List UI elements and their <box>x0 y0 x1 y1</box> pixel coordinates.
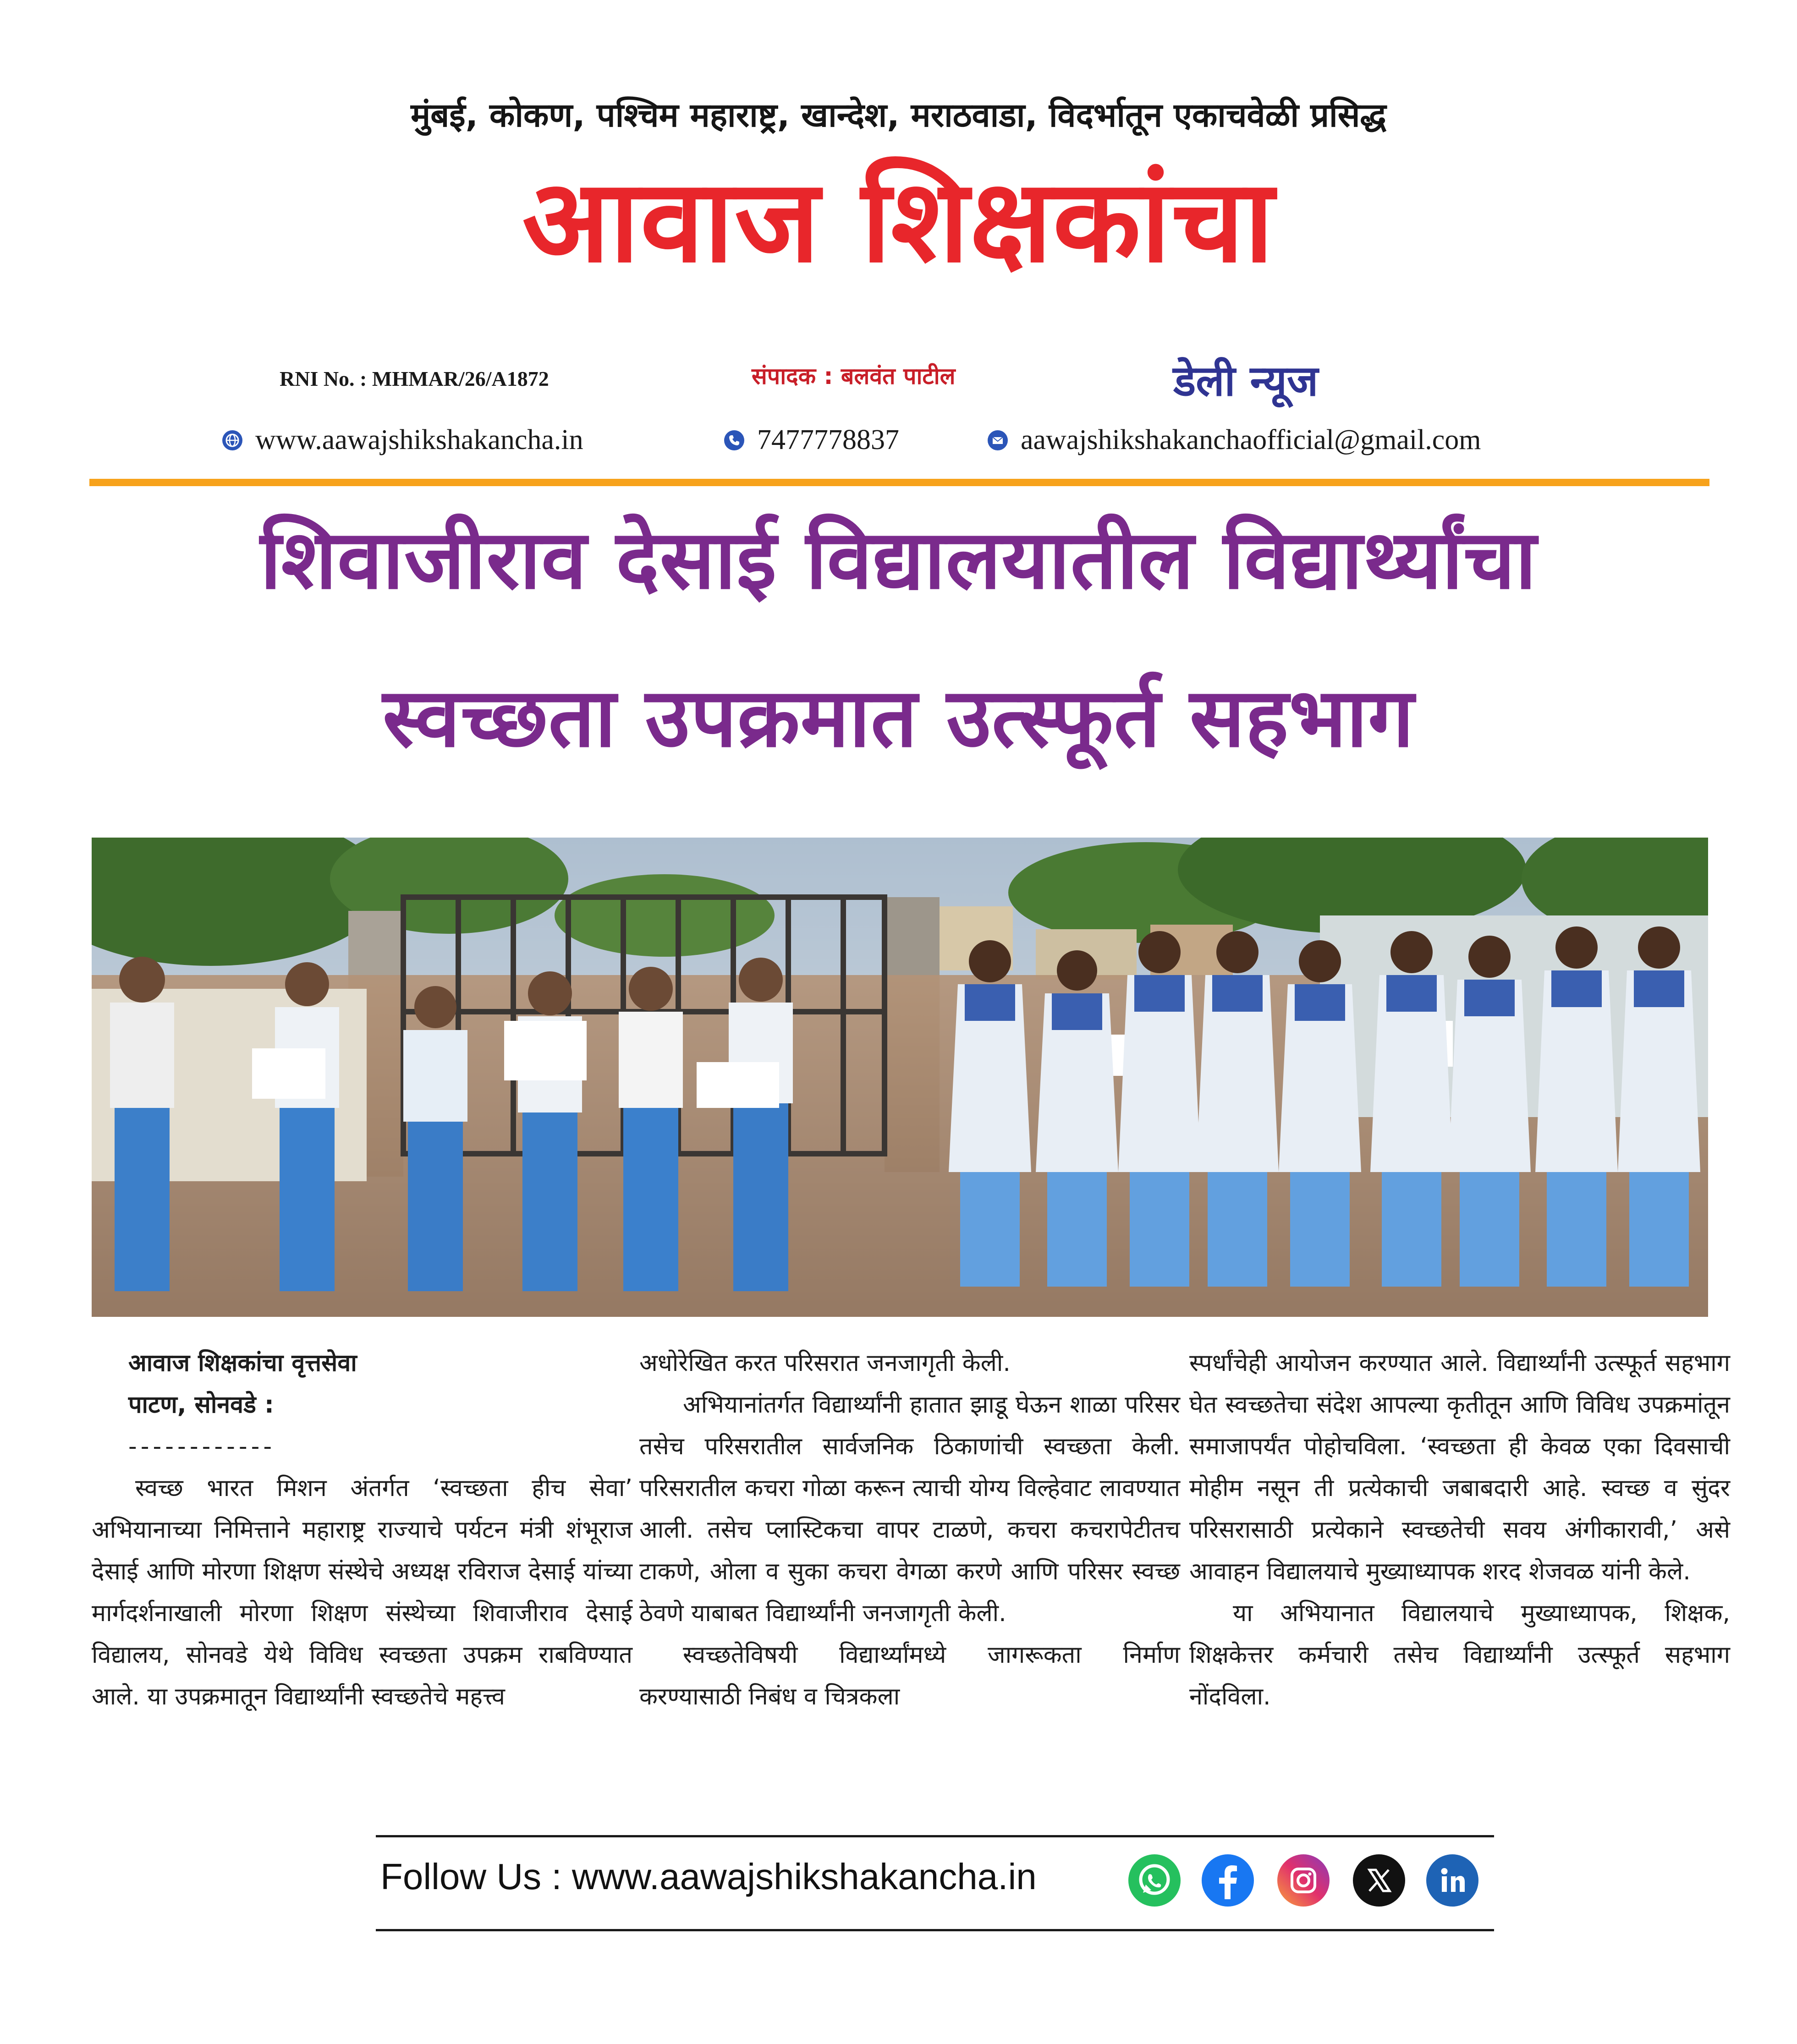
phone-contact[interactable] <box>724 424 899 456</box>
masthead-divider <box>89 479 1709 486</box>
article-column-2 <box>639 1343 1180 1718</box>
headline-line1: शिवाजीराव देसाई विद्यालयातील विद्यार्थ्यांचा <box>260 512 1537 607</box>
article-paragraph: स्वच्छ भारत मिशन अंतर्गत ‘स्वच्छता हीच सेवा’ अभियानाच्या निमित्ताने महाराष्ट्र राज्याचे पर्यटन मंत्री शंभूराज देसाई आणि मोरणा शिक्षण संस्थेचे अध्यक्ष रविराज देसाई यांच्या मार्गदर्शनाखाली मोरणा शिक्षण संस्थेच्या शिवाजीराव देसाई विद्यालय, सोनवडे येथे विविध स्वच्छता उपक्रम राबविण्यात आले. या उपक्रमातून विद्यार्थ्यांनी स्वच्छतेचे महत्त्व <box>92 1474 632 1710</box>
website-link[interactable]: www.aawajshikshakancha.in <box>255 424 583 455</box>
mail-icon <box>988 430 1008 450</box>
article-paragraph: स्पर्धांचेही आयोजन करण्यात आले. विद्यार्थ्यांनी उत्स्फूर्त सहभाग घेत स्वच्छतेचा संदेश आपल्या कृतीतून आणि विविध उपक्रमांतून समाजापर्यंत पोहोचविला. ‘स्वच्छता ही केवळ एका दिवसाची मोहीम नसून ती प्रत्येकाची जबाबदारी आहे. स्वच्छ व सुंदर परिसरासाठी प्रत्येकाने स्वच्छतेची सवय अंगीकारावी,’ असे आवाहन विद्यालयाचे मुख्याध्यापक शरद शेजवळ यांनी केले. <box>1189 1349 1730 1585</box>
email-address[interactable]: aawajshikshakanchaofficial@gmail.com <box>1021 424 1481 455</box>
whatsapp-icon[interactable] <box>1127 1853 1182 1907</box>
website-contact[interactable] <box>222 424 583 456</box>
globe-icon <box>222 430 242 450</box>
footer-top-rule <box>376 1835 1494 1837</box>
article-column-1 <box>92 1343 632 1718</box>
masthead-title: आवाज शिक्षकांचा <box>522 154 1275 288</box>
phone-number[interactable]: 7477778837 <box>757 424 899 455</box>
headline-line2: स्वच्छता उपक्रमात उत्स्फूर्त सहभाग <box>382 670 1415 765</box>
rni-number: RNI No. : MHMAR/26/A1872 <box>280 367 549 390</box>
article-column-3 <box>1189 1343 1730 1718</box>
byline-divider: ------------ <box>128 1433 276 1460</box>
instagram-icon[interactable] <box>1276 1853 1330 1907</box>
students-photo-illustration <box>92 838 1708 1317</box>
follow-us-link[interactable]: Follow Us : www.aawajshikshakancha.in <box>380 1856 1037 1897</box>
x-icon[interactable] <box>1352 1853 1406 1907</box>
byline-agency: आवाज शिक्षकांचा वृत्तसेवा <box>128 1349 357 1377</box>
article-paragraph: स्वच्छतेविषयी विद्यार्थ्यांमध्ये जागरूकता निर्माण करण्यासाठी निबंध व चित्रकला <box>639 1641 1180 1710</box>
masthead-tagline: मुंबई, कोकण, पश्चिम महाराष्ट्र, खान्देश, मराठवाडा, विदर्भातून एकाचवेळी प्रसिद्ध <box>411 96 1386 134</box>
facebook-icon[interactable] <box>1201 1853 1255 1907</box>
article-photo <box>92 838 1708 1317</box>
article-paragraph: अधोरेखित करत परिसरात जनजागृती केली. <box>639 1349 1011 1377</box>
phone-icon <box>724 430 744 450</box>
linkedin-icon[interactable] <box>1425 1853 1479 1907</box>
byline-location: पाटण, सोनवडे : <box>128 1391 274 1419</box>
article-paragraph: अभियानांतर्गत विद्यार्थ्यांनी हातात झाडू घेऊन शाळा परिसर तसेच परिसरातील सार्वजनिक ठिकाणांची स्वच्छता केली. परिसरातील कचरा गोळा करून त्याची योग्य विल्हेवाट लावण्यात आली. तसेच प्लास्टिकचा वापर टाळणे, कचरा कचरापेटीतच टाकणे, ओला व सुका कचरा वेगळा करणे आणि परिसर स्वच्छ ठेवणे याबाबत विद्यार्थ्यांनी जनजागृती केली. <box>639 1391 1180 1627</box>
article-paragraph: या अभियानात विद्यालयाचे मुख्याध्यापक, शिक्षक, शिक्षकेत्तर कर्मचारी तसेच विद्यार्थ्यांनी उत्स्फूर्त सहभाग नोंदविला. <box>1189 1600 1730 1710</box>
editor-credit: संपादक : बलवंत पाटील <box>752 363 956 389</box>
masthead-subtitle: डेली न्यूज <box>1173 356 1319 406</box>
email-contact[interactable] <box>988 424 1481 456</box>
footer-bottom-rule <box>376 1929 1494 1931</box>
